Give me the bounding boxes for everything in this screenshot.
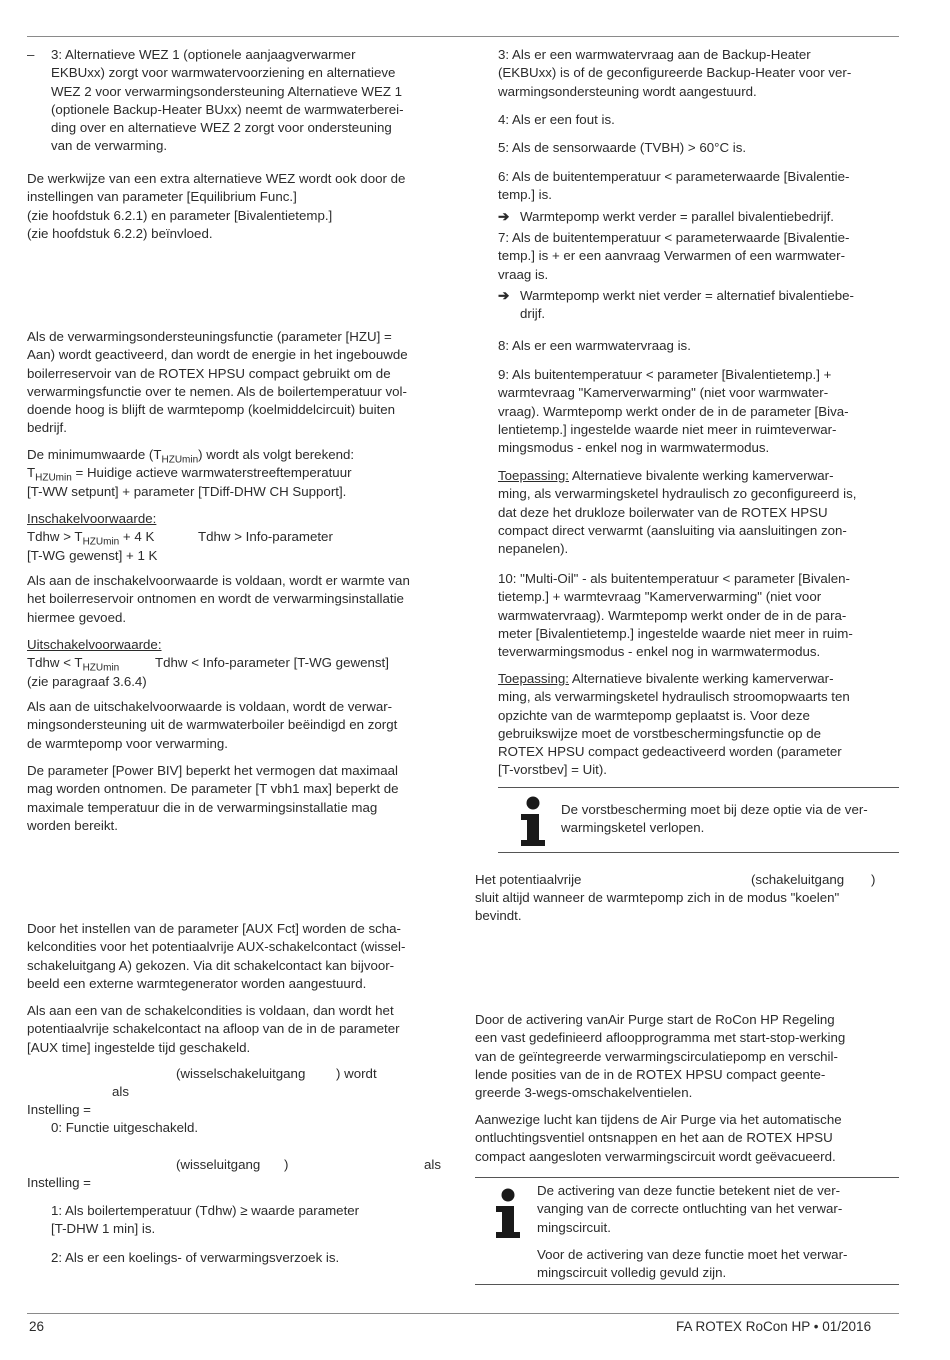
paragraph-werkwijze — [27, 170, 457, 243]
option-5: 5: Als de sensorwaarde (TVBH) > 60°C is. — [498, 140, 747, 155]
text-line: instellingen van parameter [Equilibrium Func.] — [27, 189, 297, 205]
text-line: gebruikswijze moet de vorstbeschermingsfunctie op de — [498, 725, 821, 741]
info-box-air-purge — [475, 1177, 899, 1285]
paragraph-air-purge — [475, 1011, 900, 1102]
text-line: Door het instellen van de parameter [AUX Fct] worden de scha- — [27, 921, 401, 936]
text-line: ming, als verwarmingsketel hydraulisch stroomopwaarts ten — [498, 689, 850, 705]
text-line: compact direct verwarmt (aansluiting via aansluitingen zon- — [498, 522, 847, 538]
text-line: De activering van deze functie betekent niet de ver- — [537, 1183, 841, 1198]
text-line: dat deze het drukloze boilerwater van de ROTEX HPSU — [498, 504, 828, 520]
text-line: verwarmingsfunctie over te nemen. Als de boilertemperatuur vol- — [27, 383, 407, 399]
text-line: [AUX time] ingestelde tijd geschakeld. — [27, 1039, 251, 1055]
text-fragment: T — [27, 465, 36, 481]
text-fragment: ) — [284, 1157, 289, 1172]
list-item-option-3 — [27, 46, 457, 156]
option-9 — [498, 366, 900, 457]
toepassing-label: Toepassing: — [498, 671, 569, 686]
text-fragment: Warmtepomp werkt verder = parallel bivalentiebedrijf. — [520, 209, 834, 224]
paragraph-minimumwaarde — [27, 446, 457, 501]
text-fragment: ) — [871, 872, 876, 887]
text-fragment: Alternatieve bivalente werking kamerverwar- — [568, 671, 834, 686]
uitschakel-title: Uitschakelvoorwaarde: — [27, 637, 162, 652]
text-line: beeld een externe warmtegenerator worden aangestuurd. — [27, 975, 367, 991]
text-line: Door de activering vanAir Purge start de RoCon HP Regeling — [475, 1012, 835, 1027]
text-line: Als aan de inschakelvoorwaarde is voldaan, wordt er warmte van — [27, 573, 410, 588]
text-line: (zie paragraaf 3.6.4) — [27, 673, 147, 689]
paragraph-inschakel-desc — [27, 572, 457, 627]
paragraph-lucht — [475, 1111, 900, 1166]
option-8: 8: Als er een warmwatervraag is. — [498, 338, 691, 353]
option-0: 0: Functie uitgeschakeld. — [51, 1120, 199, 1135]
subscript: HZUmin — [82, 662, 120, 674]
text-line: lentietemp.] ingestelde waarde niet meer in ruimteverwar- — [498, 421, 837, 437]
text-line: warmingsketel verlopen. — [561, 820, 705, 836]
paragraph-aux-time — [27, 1002, 457, 1057]
text-line: De vorstbescherming moet bij deze optie via de ver- — [561, 802, 868, 817]
toepassing-label: Toepassing: — [498, 468, 569, 483]
text-line: [T-WW setpunt] + parameter [TDiff-DHW CH Support]. — [27, 483, 347, 499]
text-line: 9: Als buitentemperatuur < parameter [Bivalentietemp.] + — [498, 367, 832, 382]
text-line: van de geïntegreerde verwarmingscirculatiepomp en verschil- — [475, 1048, 838, 1064]
text-line: vraag). Warmtepomp werkt onder de in de parameter [Biva- — [498, 403, 849, 419]
text-line — [27, 464, 457, 482]
info-icon — [512, 796, 552, 848]
text-line: schakeluitgang A) gekozen. Via dit schakelcontact kan bijvoor- — [27, 957, 395, 973]
text-line: worden bereikt. — [27, 817, 118, 833]
text-line: De werkwijze van een extra alternatieve WEZ wordt ook door de — [27, 171, 406, 186]
text-line: warmtevraag "Kamerverwarming" (niet voor warmwater- — [498, 385, 829, 401]
text-line: temp.] is + er een aanvraag Verwarmen of een warmwater- — [498, 248, 845, 264]
top-rule — [27, 36, 899, 37]
text-fragment: (schakeluitgang — [751, 872, 845, 887]
text-fragment: ) wordt als volgt berekend: — [198, 447, 355, 462]
text-line: boilerreservoir van de ROTEX HPSU compact gebruikt om de — [27, 365, 391, 381]
text-line — [27, 654, 457, 672]
text-line: potentiaalvrije schakelcontact na afloop van de in de parameter — [27, 1021, 400, 1037]
text-line: het boilerreservoir ontnomen en wordt de verwarmingsinstallatie — [27, 591, 404, 607]
text-line: een vast gedefinieerd afloopprogramma met start-stop-werking — [475, 1030, 846, 1046]
text-fragment: Het potentiaalvrije — [475, 872, 582, 887]
text-line: EKBUxx) zorgt voor warmwatervoorziening en alternatieve — [51, 65, 396, 81]
text-line: (optionele Backup-Heater BUxx) neemt de warmwaterberei- — [51, 101, 404, 117]
text-line: 6: Als de buitentemperatuur < parameterwaarde [Bivalentie- — [498, 169, 850, 184]
text-fragment: Warmtepomp werkt niet verder = alternatief bivalentiebe- — [520, 288, 854, 303]
text-line: mingsmodus - enkel nog in warmwatermodus. — [498, 440, 770, 456]
text-fragment: Alternatieve bivalente werking kamerverwar- — [568, 468, 834, 483]
text-line: mingscircuit. — [537, 1219, 611, 1235]
text-line: Als aan de uitschakelvoorwaarde is voldaan, wordt de verwar- — [27, 699, 393, 714]
text-line: mingsondersteuning uit de warmwaterboiler beëindigd en zorgt — [27, 717, 398, 733]
text-line: 7: Als de buitentemperatuur < parameterwaarde [Bivalentie- — [498, 230, 850, 245]
text-line: ming, als verwarmingsketel hydraulisch zo geconfigureerd is, — [498, 486, 857, 502]
inschakel-condition — [27, 510, 457, 565]
text-line: maximale temperatuur die in de verwarmingsinstallatie mag — [27, 799, 378, 815]
text-fragment: Tdhw > T — [27, 529, 83, 545]
text-line: meter [Bivalentietemp.] ingestelde waarde niet meer in ruim- — [498, 625, 853, 641]
text-line: opzichte van de warmtepomp geplaatst is. Voor deze — [498, 707, 810, 723]
text-line: Als aan een van de schakelcondities is voldaan, dan wordt het — [27, 1003, 394, 1018]
text-line: tietemp.] + warmtevraag "Kamerverwarming" (niet voor — [498, 589, 822, 605]
arrow-right-icon: ➔ — [498, 288, 510, 303]
subscript: HZUmin — [35, 472, 72, 484]
text-line — [27, 446, 457, 464]
result-line — [498, 287, 900, 324]
info-box-vorstbescherming — [498, 787, 899, 853]
text-line: doende hoog is blijft de warmtepomp (koelmiddelcircuit) buiten — [27, 402, 396, 418]
text-fragment: = Huidige actieve warmwaterstreeftemperatuur — [71, 465, 352, 481]
document-reference: FA ROTEX RoCon HP • 01/2016 — [676, 1319, 872, 1334]
text-line: (zie hoofdstuk 6.2.1) en parameter [Bivalentietemp.] — [27, 207, 333, 223]
paragraph-aux-fct — [27, 920, 457, 993]
text-line: Als de verwarmingsondersteuningsfunctie (parameter [HZU] = — [27, 329, 392, 344]
result-line — [498, 208, 834, 226]
option-4: 4: Als er een fout is. — [498, 112, 615, 127]
text-fragment: als — [112, 1084, 129, 1099]
text-line: ding over en alternatieve WEZ 2 zorgt voor ondersteuning — [51, 120, 392, 136]
text-line: teverwarmingsmodus - enkel nog in warmwatermodus. — [498, 644, 821, 660]
inschakel-title: Inschakelvoorwaarde: — [27, 511, 157, 526]
text-fragment: + 4 K — [119, 529, 155, 545]
text-line: 1: Als boilertemperatuur (Tdhw) ≥ waarde parameter — [51, 1203, 360, 1218]
instelling-label: Instelling = — [27, 1102, 91, 1117]
paragraph-power-biv — [27, 762, 457, 835]
text-line: ROTEX HPSU compact gedeactiveerd worden (parameter — [498, 744, 842, 760]
text-fragment: (wisselschakeluitgang — [176, 1066, 306, 1081]
instelling-label: Instelling = — [27, 1175, 91, 1190]
text-line: lende posities van de in de ROTEX HPSU compact geente- — [475, 1066, 826, 1082]
text-line: 3: Alternatieve WEZ 1 (optionele aanjaagverwarmer — [51, 47, 356, 62]
option-3 — [498, 46, 900, 101]
text-line: compact aangesloten verwarmingscircuit wordt geëvacueerd. — [475, 1148, 836, 1164]
option-2: 2: Als er een koelings- of verwarmingsverzoek is. — [51, 1250, 340, 1265]
text-line: ontluchtingsventiel ontsnappen en het aan de ROTEX HPSU — [475, 1130, 833, 1146]
text-line: Aanwezige lucht kan tijdens de Air Purge via het automatische — [475, 1112, 842, 1127]
text-line — [27, 528, 457, 546]
uitschakel-condition — [27, 636, 457, 691]
text-fragment: Tdhw < Info-parameter [T-WG gewenst] — [155, 655, 389, 671]
option-6 — [498, 168, 900, 205]
paragraph-potentiaalvrij — [475, 889, 900, 926]
text-line: (zie hoofdstuk 6.2.2) beïnvloed. — [27, 225, 213, 241]
text-line: warmwatervraag). Warmtepomp werkt onder de in de para- — [498, 607, 847, 623]
option-1 — [51, 1202, 451, 1239]
text-line: mingscircuit volledig gevuld zijn. — [537, 1265, 727, 1281]
page-number: 26 — [29, 1319, 45, 1334]
toepassing-2 — [498, 670, 900, 780]
text-line: De parameter [Power BIV] beperkt het vermogen dat maximaal — [27, 763, 399, 778]
text-line: greerde 3-wegs-omschakelventielen. — [475, 1085, 693, 1101]
subscript: HZUmin — [82, 536, 120, 548]
text-line: kelcondities voor het potentiaalvrije AUX-schakelcontact (wissel- — [27, 939, 406, 955]
text-line: 10: "Multi-Oil" - als buitentemperatuur < parameter [Bivalen- — [498, 571, 850, 586]
text-line: de warmtepomp voor verwarming. — [27, 735, 229, 751]
text-line: Voor de activering van deze functie moet het verwar- — [537, 1246, 848, 1262]
text-line: 3: Als er een warmwatervraag aan de Backup-Heater — [498, 47, 811, 62]
text-line: vraag is. — [498, 266, 549, 282]
text-line: warmingsondersteuning wordt aangestuurd. — [498, 83, 757, 99]
arrow-right-icon: ➔ — [498, 209, 510, 224]
text-line: Aan) wordt geactiveerd, dan wordt de energie in het ingebouwde — [27, 347, 408, 363]
text-line: hiermee gevoed. — [27, 609, 127, 625]
text-fragment: De minimumwaarde (T — [27, 447, 162, 462]
info-icon — [487, 1188, 527, 1240]
text-line: van de verwarming. — [51, 138, 168, 154]
text-line: mag worden ontnomen. De parameter [T vbh1 max] beperkt de — [27, 781, 399, 797]
paragraph-uitschakel-desc — [27, 698, 457, 753]
footer-rule — [27, 1313, 899, 1314]
text-fragment: Tdhw > Info-parameter — [198, 529, 333, 545]
text-line: drijf. — [520, 306, 546, 322]
text-line: vanging van de correcte ontluchting van het verwar- — [537, 1201, 843, 1217]
dash-bullet: – — [27, 47, 35, 62]
text-line: (EKBUxx) is of de geconfigureerde Backup-Heater voor ver- — [498, 65, 852, 81]
text-fragment: Tdhw < T — [27, 655, 83, 671]
text-line: [T-DHW 1 min] is. — [51, 1221, 156, 1237]
text-line: sluit altijd wanneer de warmtepomp zich in de modus "koelen" — [475, 890, 840, 905]
text-fragment: als — [424, 1157, 441, 1172]
text-line: temp.] is. — [498, 187, 552, 203]
text-line: [T-WG gewenst] + 1 K — [27, 547, 158, 563]
toepassing-1 — [498, 467, 900, 558]
text-line: bedrijf. — [27, 420, 67, 436]
text-line: [T-vorstbev] = Uit). — [498, 762, 607, 778]
text-line: nepanelen). — [498, 541, 569, 557]
option-10 — [498, 570, 900, 661]
text-fragment: (wisseluitgang — [176, 1157, 261, 1172]
option-7 — [498, 229, 900, 284]
subscript: HZUmin — [161, 454, 199, 466]
text-fragment: ) wordt — [336, 1066, 377, 1081]
text-line: WEZ 2 voor verwarmingsondersteuning Alternatieve WEZ 1 — [51, 83, 403, 99]
paragraph-hzu — [27, 328, 457, 438]
text-line: bevindt. — [475, 908, 522, 924]
